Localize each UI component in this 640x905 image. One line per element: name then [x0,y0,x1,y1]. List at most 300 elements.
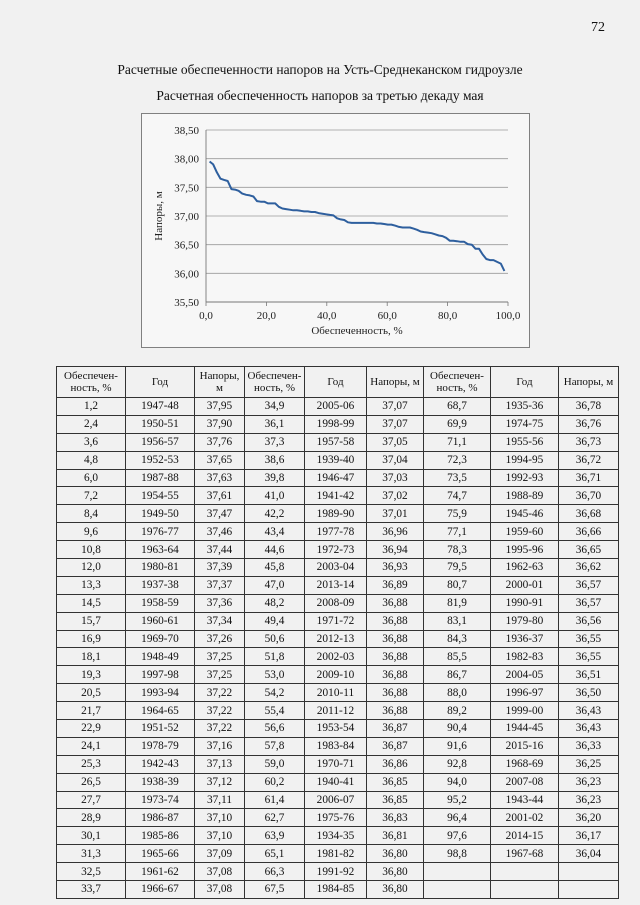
table-cell: 1992-93 [491,469,559,487]
table-cell: 36,66 [559,523,619,541]
table-cell: 36,88 [367,630,424,648]
table-cell: 1943-44 [491,791,559,809]
table-cell: 24,1 [57,737,126,755]
table-cell: 60,2 [245,773,305,791]
table-cell: 79,5 [424,559,491,577]
table-cell: 8,4 [57,505,126,523]
table-row [57,469,619,487]
table-cell: 37,65 [195,451,245,469]
table-cell: 36,33 [559,737,619,755]
table-cell: 1994-95 [491,451,559,469]
table-cell: 12,0 [57,559,126,577]
table-cell: 36,76 [559,415,619,433]
table-cell: 1981-82 [305,845,367,863]
table-cell: 2001-02 [491,809,559,827]
table-header-cell: Обеспечен-ность, % [424,367,491,398]
table-row [57,809,619,827]
table-cell: 2011-12 [305,702,367,720]
table-cell: 37,26 [195,630,245,648]
table-cell: 37,44 [195,541,245,559]
table-cell: 36,96 [367,523,424,541]
table-header-cell: Год [491,367,559,398]
table-cell [559,863,619,881]
table-cell: 36,1 [245,415,305,433]
table-cell: 36,87 [367,720,424,738]
table-row [57,863,619,881]
table-cell: 37,11 [195,791,245,809]
table-cell: 74,7 [424,487,491,505]
table-cell: 59,0 [245,755,305,773]
table-cell: 26,5 [57,773,126,791]
table-cell: 36,68 [559,505,619,523]
table-cell: 1968-69 [491,755,559,773]
chart-container [141,113,530,348]
table-cell: 36,55 [559,648,619,666]
table-cell: 1974-75 [491,415,559,433]
table-cell: 7,2 [57,487,126,505]
table-cell: 65,1 [245,845,305,863]
table-cell: 37,10 [195,809,245,827]
table-header-cell: Напоры, м [195,367,245,398]
table-cell: 18,1 [57,648,126,666]
table-cell: 2010-11 [305,684,367,702]
x-tick-label: 40,0 [317,310,337,322]
table-row [57,755,619,773]
table-cell: 36,88 [367,684,424,702]
table-cell: 67,5 [245,881,305,899]
table-cell: 36,88 [367,648,424,666]
y-tick-label: 37,50 [174,182,199,195]
table-cell: 22,9 [57,720,126,738]
table-cell: 36,83 [367,809,424,827]
table-cell: 2008-09 [305,594,367,612]
x-tick-label: 100,0 [495,310,521,322]
table-cell: 2007-08 [491,773,559,791]
table-row [57,773,619,791]
table-cell: 1951-52 [126,720,195,738]
table-cell: 1984-85 [305,881,367,899]
table-cell: 1987-88 [126,469,195,487]
y-tick-label: 36,00 [174,268,199,281]
data-table [56,366,619,899]
table-header-cell: Год [305,367,367,398]
table-cell: 36,43 [559,702,619,720]
table-cell: 37,3 [245,433,305,451]
x-axis-title: Обеспеченность, % [311,325,403,337]
table-cell: 92,8 [424,755,491,773]
table-cell: 37,04 [367,451,424,469]
table-cell: 1971-72 [305,612,367,630]
table-cell: 36,71 [559,469,619,487]
table-cell: 37,12 [195,773,245,791]
table-cell: 43,4 [245,523,305,541]
table-cell: 2012-13 [305,630,367,648]
table-cell: 36,85 [367,791,424,809]
table-cell: 2006-07 [305,791,367,809]
table-cell: 36,51 [559,666,619,684]
y-axis-title: Напоры, м [153,191,165,241]
x-tick-label: 20,0 [256,310,277,322]
table-cell: 1958-59 [126,594,195,612]
table-row [57,433,619,451]
table-cell: 1972-73 [305,541,367,559]
table-row [57,398,619,416]
table-cell [491,881,559,899]
table-cell: 1937-38 [126,576,195,594]
table-cell: 96,4 [424,809,491,827]
table-cell: 36,93 [367,559,424,577]
table-cell: 54,2 [245,684,305,702]
table-cell: 51,8 [245,648,305,666]
table-cell: 1986-87 [126,809,195,827]
table-cell: 25,3 [57,755,126,773]
table-row [57,594,619,612]
table-cell: 2015-16 [491,737,559,755]
table-cell: 1940-41 [305,773,367,791]
table-cell: 37,39 [195,559,245,577]
table-cell: 36,86 [367,755,424,773]
table-cell [424,863,491,881]
table-cell: 36,80 [367,881,424,899]
table-cell: 9,6 [57,523,126,541]
table-cell: 37,34 [195,612,245,630]
table-cell: 45,8 [245,559,305,577]
table-cell: 1960-61 [126,612,195,630]
table-cell: 1998-99 [305,415,367,433]
table-cell: 36,50 [559,684,619,702]
table-cell: 41,0 [245,487,305,505]
table-row [57,487,619,505]
table-cell: 1945-46 [491,505,559,523]
table-cell: 38,6 [245,451,305,469]
table-cell: 1989-90 [305,505,367,523]
table-cell: 37,16 [195,737,245,755]
table-cell: 37,01 [367,505,424,523]
table-cell: 1978-79 [126,737,195,755]
table-cell: 16,9 [57,630,126,648]
table-cell: 97,6 [424,827,491,845]
table-cell: 1936-37 [491,630,559,648]
table-cell: 13,3 [57,576,126,594]
table-cell: 71,1 [424,433,491,451]
table-cell: 36,43 [559,720,619,738]
table-cell: 37,03 [367,469,424,487]
table-cell: 36,56 [559,612,619,630]
table-cell: 91,6 [424,737,491,755]
table-cell: 1942-43 [126,755,195,773]
table-cell: 80,7 [424,576,491,594]
table-cell: 1955-56 [491,433,559,451]
table-cell: 36,70 [559,487,619,505]
table-cell: 61,4 [245,791,305,809]
table-cell: 36,73 [559,433,619,451]
table-cell: 36,89 [367,576,424,594]
x-tick-label: 0,0 [199,310,213,322]
table-cell: 36,88 [367,666,424,684]
table-cell: 6,0 [57,469,126,487]
table-cell: 53,0 [245,666,305,684]
table-cell: 1963-64 [126,541,195,559]
table-cell: 37,95 [195,398,245,416]
table-cell: 78,3 [424,541,491,559]
table-cell: 1939-40 [305,451,367,469]
table-cell: 10,8 [57,541,126,559]
table-cell: 2,4 [57,415,126,433]
table-cell: 30,1 [57,827,126,845]
table-cell: 1944-45 [491,720,559,738]
table-cell: 94,0 [424,773,491,791]
table-cell: 1935-36 [491,398,559,416]
table-row [57,737,619,755]
table-cell: 1961-62 [126,863,195,881]
table-cell: 1993-94 [126,684,195,702]
table-row [57,576,619,594]
table-cell: 2009-10 [305,666,367,684]
table-cell: 33,7 [57,881,126,899]
table-cell: 37,47 [195,505,245,523]
table-header-cell: Напоры, м [559,367,619,398]
table-cell: 1988-89 [491,487,559,505]
table-cell: 36,80 [367,845,424,863]
table-row [57,612,619,630]
table-cell: 37,10 [195,827,245,845]
table-cell: 36,88 [367,594,424,612]
table-cell: 1948-49 [126,648,195,666]
table-cell: 21,7 [57,702,126,720]
table-cell: 55,4 [245,702,305,720]
table-cell: 36,72 [559,451,619,469]
table-cell: 34,9 [245,398,305,416]
table-cell: 68,7 [424,398,491,416]
table-cell: 1997-98 [126,666,195,684]
table-cell: 1991-92 [305,863,367,881]
table-cell: 1969-70 [126,630,195,648]
table-cell: 36,17 [559,827,619,845]
table-cell: 37,61 [195,487,245,505]
table-cell: 83,1 [424,612,491,630]
table-cell: 98,8 [424,845,491,863]
table-cell: 85,5 [424,648,491,666]
table-cell: 2013-14 [305,576,367,594]
table-cell: 62,7 [245,809,305,827]
table-cell: 77,1 [424,523,491,541]
table-row [57,505,619,523]
table-cell: 1934-35 [305,827,367,845]
y-tick-label: 38,00 [174,153,199,166]
table-cell: 1973-74 [126,791,195,809]
table-cell: 36,57 [559,576,619,594]
table-cell: 1985-86 [126,827,195,845]
table-cell: 73,5 [424,469,491,487]
table-cell: 1959-60 [491,523,559,541]
table-cell: 1975-76 [305,809,367,827]
y-tick-label: 36,50 [174,239,199,252]
table-cell: 36,23 [559,791,619,809]
table-cell: 1941-42 [305,487,367,505]
table-cell: 66,3 [245,863,305,881]
table-cell: 1976-77 [126,523,195,541]
table-cell: 3,6 [57,433,126,451]
table-cell: 1956-57 [126,433,195,451]
table-cell: 1995-96 [491,541,559,559]
table-cell: 37,02 [367,487,424,505]
table-cell: 72,3 [424,451,491,469]
table-cell: 36,80 [367,863,424,881]
table-cell: 31,3 [57,845,126,863]
table-row [57,541,619,559]
document-title: Расчетные обеспеченности напоров на Усть-Среднеканском гидроузле [117,62,523,77]
table-cell: 44,6 [245,541,305,559]
table-cell: 1947-48 [126,398,195,416]
table-cell: 1970-71 [305,755,367,773]
table-cell: 88,0 [424,684,491,702]
table-cell [559,881,619,899]
page-number: 72 [591,20,605,35]
table-row [57,648,619,666]
table-cell: 36,65 [559,541,619,559]
table-cell: 36,25 [559,755,619,773]
table-row [57,881,619,899]
y-tick-label: 38,50 [174,125,199,137]
table-cell: 37,08 [195,863,245,881]
table-cell: 56,6 [245,720,305,738]
table-cell: 69,9 [424,415,491,433]
table-cell: 84,3 [424,630,491,648]
table-row [57,702,619,720]
table-cell: 36,55 [559,630,619,648]
table-cell: 36,88 [367,702,424,720]
table-cell: 36,85 [367,773,424,791]
table-cell: 50,6 [245,630,305,648]
table-cell: 47,0 [245,576,305,594]
table-cell: 36,62 [559,559,619,577]
table-cell: 1999-00 [491,702,559,720]
table-header-cell: Напоры, м [367,367,424,398]
table-cell: 36,81 [367,827,424,845]
table-cell: 2000-01 [491,576,559,594]
table-row [57,791,619,809]
table-cell: 32,5 [57,863,126,881]
table-cell: 39,8 [245,469,305,487]
table-cell: 57,8 [245,737,305,755]
table-cell: 1990-91 [491,594,559,612]
table-cell: 1965-66 [126,845,195,863]
table-cell: 1982-83 [491,648,559,666]
table-cell: 1983-84 [305,737,367,755]
table-cell: 1977-78 [305,523,367,541]
table-cell: 37,22 [195,684,245,702]
table-cell: 1,2 [57,398,126,416]
table-header-cell: Год [126,367,195,398]
table-cell: 1964-65 [126,702,195,720]
table-cell: 1954-55 [126,487,195,505]
table-row [57,559,619,577]
y-tick-label: 37,00 [174,211,199,223]
table-cell: 1966-67 [126,881,195,899]
table-cell: 37,25 [195,666,245,684]
table-cell: 1957-58 [305,433,367,451]
table-cell: 37,25 [195,648,245,666]
table-cell: 2005-06 [305,398,367,416]
table-header-row [57,367,619,398]
table-row [57,684,619,702]
table-row [57,666,619,684]
table-cell: 36,87 [367,737,424,755]
table-cell: 37,76 [195,433,245,451]
table-cell: 1980-81 [126,559,195,577]
table-cell: 37,46 [195,523,245,541]
table-cell: 37,90 [195,415,245,433]
table-cell: 1950-51 [126,415,195,433]
table-cell: 36,04 [559,845,619,863]
table-cell: 15,7 [57,612,126,630]
table-cell: 75,9 [424,505,491,523]
table-row [57,415,619,433]
table-cell: 1962-63 [491,559,559,577]
table-cell: 37,13 [195,755,245,773]
table-cell: 1967-68 [491,845,559,863]
x-tick-label: 80,0 [437,310,458,322]
table-cell: 14,5 [57,594,126,612]
table-cell: 37,22 [195,702,245,720]
table-cell: 36,57 [559,594,619,612]
table-cell: 1996-97 [491,684,559,702]
table-header-cell: Обеспечен-ность, % [245,367,305,398]
table-cell: 4,8 [57,451,126,469]
table-cell: 37,63 [195,469,245,487]
table-row [57,845,619,863]
table-row [57,630,619,648]
table-cell: 90,4 [424,720,491,738]
table-cell: 81,9 [424,594,491,612]
y-tick-label: 35,50 [174,297,199,309]
table-cell: 36,23 [559,773,619,791]
table-cell: 27,7 [57,791,126,809]
table-cell: 28,9 [57,809,126,827]
table-cell [491,863,559,881]
table-row [57,827,619,845]
table-cell: 1952-53 [126,451,195,469]
table-cell: 2002-03 [305,648,367,666]
chart-title: Расчетная обеспеченность напоров за третью декаду мая [156,88,484,103]
table-cell: 37,07 [367,398,424,416]
table-cell: 1946-47 [305,469,367,487]
table-cell: 2014-15 [491,827,559,845]
table-cell: 37,37 [195,576,245,594]
table-cell: 1979-80 [491,612,559,630]
chart-svg [142,114,529,347]
table-cell: 89,2 [424,702,491,720]
table-cell: 36,94 [367,541,424,559]
table-row [57,720,619,738]
table-cell: 37,22 [195,720,245,738]
table-cell: 49,4 [245,612,305,630]
table-cell: 37,36 [195,594,245,612]
table-cell: 95,2 [424,791,491,809]
table-row [57,523,619,541]
table-cell: 1938-39 [126,773,195,791]
table-cell: 19,3 [57,666,126,684]
table-cell: 37,09 [195,845,245,863]
table-cell: 20,5 [57,684,126,702]
table-cell: 63,9 [245,827,305,845]
table-cell: 36,88 [367,612,424,630]
table-cell: 37,07 [367,415,424,433]
table-cell: 1953-54 [305,720,367,738]
table-cell: 36,20 [559,809,619,827]
x-tick-label: 60,0 [377,310,397,322]
table-cell: 2003-04 [305,559,367,577]
